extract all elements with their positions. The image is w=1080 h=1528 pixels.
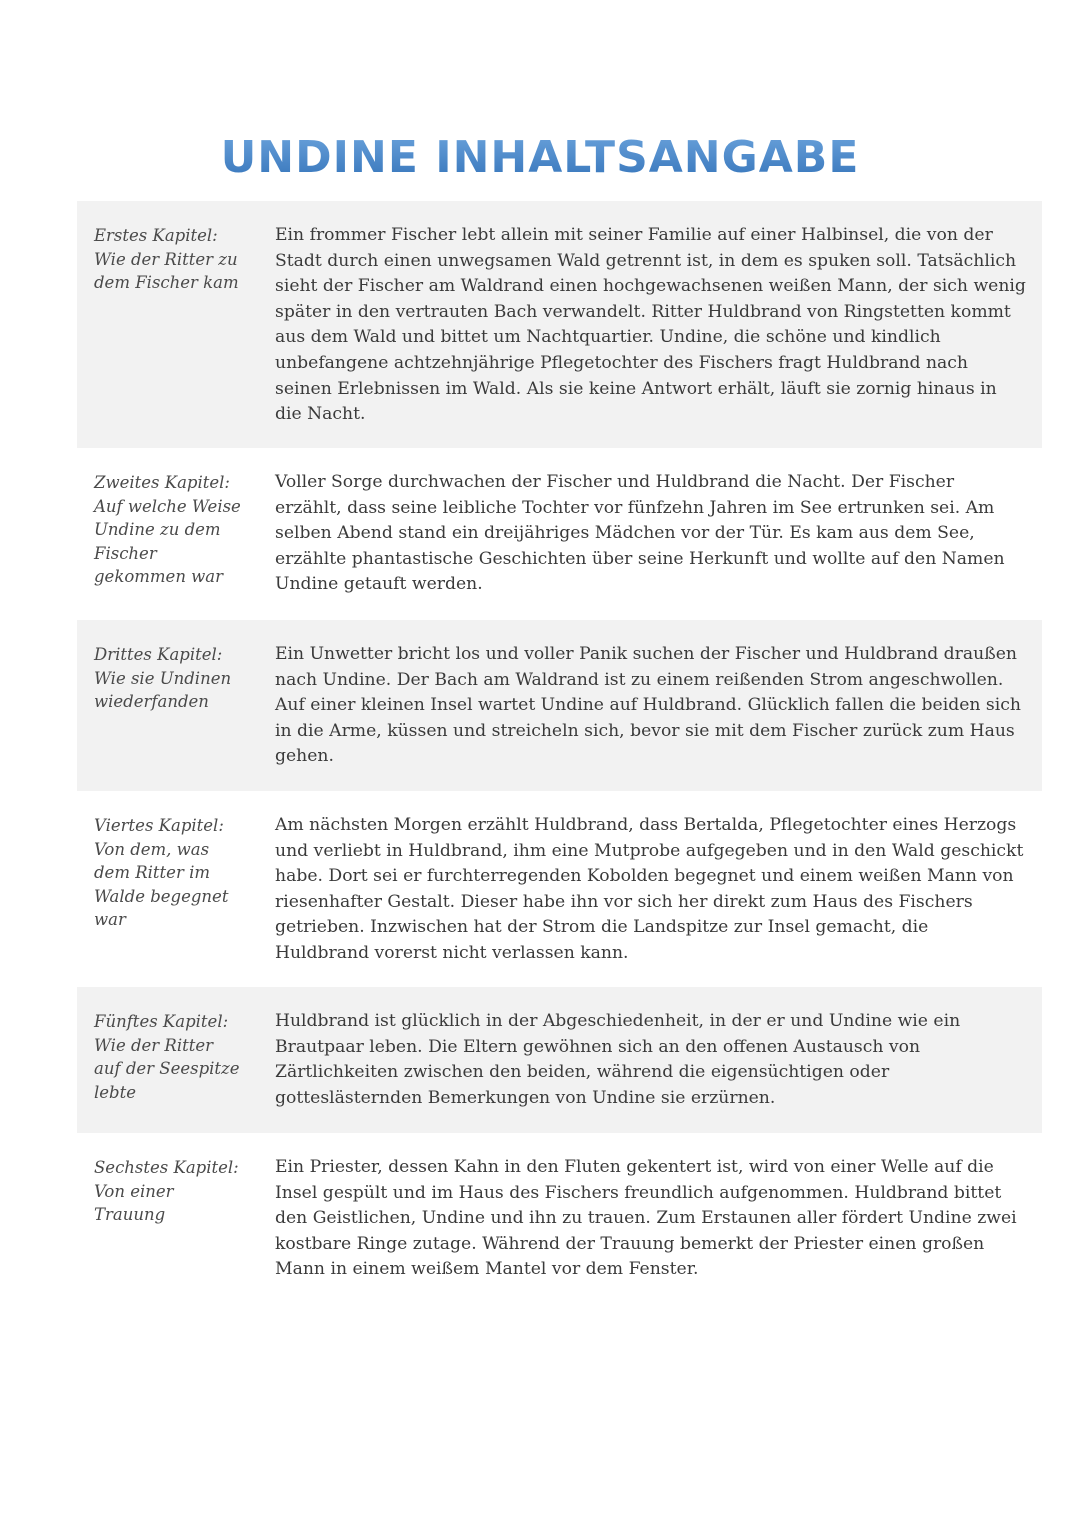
chapter-label-line: gekommen war	[94, 567, 224, 586]
chapter-label	[77, 987, 275, 1133]
chapter-label-line: Wie der Ritter	[94, 1035, 214, 1055]
chapter-label-line: Sechstes Kapitel:	[94, 1158, 239, 1177]
chapter-label-line: Fünftes Kapitel:	[94, 1012, 229, 1031]
chapter-label-line: wiederfanden	[94, 692, 209, 711]
chapter-summary: Ein frommer Fischer lebt allein mit seiner Familie auf einer Halbinsel, die von der Stadt durch einen unwegsamen Wald getrennt ist, in dem es spuken soll. Tatsächlich sieht der Fischer am Waldrand einen hochgewachsenen weißen Mann, der sich wenig später in den vertrauten Bach verwandelt. Ritter Huldbrand von Ringstetten kommt aus dem Wald und bittet um Nachtquartier. Undine, die schöne und kindlich unbefangene achtzehnjährige Pflegetochter des Fischers fragt Huldbrand nach seinen Erlebnissen im Wald. Als sie keine Antwort erhält, läuft sie zornig hinaus in die Nacht.	[275, 225, 1026, 425]
chapter-label-line: Wie der Ritter zu	[94, 249, 238, 269]
chapter-label-line: dem Ritter im	[94, 863, 210, 882]
chapter-label-line: Trauung	[94, 1205, 166, 1224]
chapter-summary: Huldbrand ist glücklich in der Abgeschiedenheit, in der er und Undine wie ein Brautpaar leben. Die Eltern gewöhnen sich an den offenen Austausch von Zärtlichkeiten zwischen den beiden, während die eigensüchtigen oder gotteslästernden Bemerkungen von Undine sie erzürnen.	[275, 1011, 961, 1108]
chapter-row-5	[77, 987, 1042, 1133]
chapter-label-line: war	[94, 910, 126, 929]
chapter-summary: Ein Unwetter bricht los und voller Panik suchen der Fischer und Huldbrand draußen nach Undine. Der Bach am Waldrand ist zu einem reißenden Strom angeschwollen. Auf einer kleinen Insel wartet Undine auf Huldbrand. Glücklich fallen die beiden sich in die Arme, küssen und streicheln sich, bevor sie mit dem Fischer zurück zum Haus gehen.	[275, 644, 1021, 767]
page-title: UNDINE INHALTSANGABE	[0, 128, 1080, 188]
chapter-label	[77, 448, 275, 620]
chapter-label	[77, 1133, 275, 1293]
chapter-label-line: Von einer	[94, 1181, 174, 1201]
chapter-row-1	[77, 201, 1042, 448]
chapter-label-line: Viertes Kapitel:	[94, 816, 224, 835]
chapter-label-line: auf der Seespitze	[94, 1059, 240, 1078]
chapter-summary: Voller Sorge durchwachen der Fischer und Huldbrand die Nacht. Der Fischer erzählt, dass seine leibliche Tochter vor fünfzehn Jahren im See ertrunken sei. Am selben Abend stand ein dreijähriges Mädchen vor der Tür. Es kam aus dem See, erzählte phantastische Geschichten über seine Herkunft und wollte auf den Namen Undine getauft werden.	[275, 472, 1005, 595]
chapter-label-line: Wie sie Undinen	[94, 668, 232, 688]
chapter-label-line: Fischer	[94, 543, 157, 563]
chapter-summary: Am nächsten Morgen erzählt Huldbrand, dass Bertalda, Pflegetochter eines Herzogs und verliebt in Huldbrand, ihm eine Mutprobe aufgegeben und in den Wald geschickt habe. Dort sei er furchterregenden Kobolden begegnet und einem weißen Mann von riesenhafter Gestalt. Dieser habe ihn vor sich her direkt zum Haus des Fischers getrieben. Inzwischen hat der Strom die Landspitze zur Insel gemacht, die Huldbrand vorerst nicht verlassen kann.	[275, 815, 1024, 963]
chapter-label-line: Undine zu dem	[94, 520, 221, 539]
chapter-summary: Ein Priester, dessen Kahn in den Fluten gekentert ist, wird von einer Welle auf die Insel gespült und im Haus des Fischers freundlich aufgenommen. Huldbrand bittet den Geistlichen, Undine und ihn zu trauen. Zum Erstaunen aller fördert Undine zwei kostbare Ringe zutage. Während der Trauung bemerkt der Priester einen großen Mann in einem weißem Mantel vor dem Fenster.	[275, 1157, 1017, 1280]
chapter-row-3	[77, 620, 1042, 791]
chapter-label-line: dem Fischer kam	[94, 273, 239, 292]
chapter-label-line: Von dem, was	[94, 839, 210, 859]
chapter-label-line: Drittes Kapitel:	[94, 645, 223, 664]
chapter-label-line: Zweites Kapitel:	[94, 473, 230, 492]
chapter-label-line: Erstes Kapitel:	[94, 226, 218, 245]
chapter-table	[77, 201, 1042, 1293]
chapter-label	[77, 620, 275, 791]
chapter-label	[77, 791, 275, 987]
chapter-label	[77, 201, 275, 448]
chapter-label-line: Walde begegnet	[94, 886, 229, 906]
chapter-row-6	[77, 1133, 1042, 1293]
chapter-label-line: lebte	[94, 1082, 136, 1102]
chapter-row-4	[77, 791, 1042, 987]
chapter-label-line: Auf welche Weise	[94, 496, 241, 516]
chapter-row-2	[77, 448, 1042, 620]
